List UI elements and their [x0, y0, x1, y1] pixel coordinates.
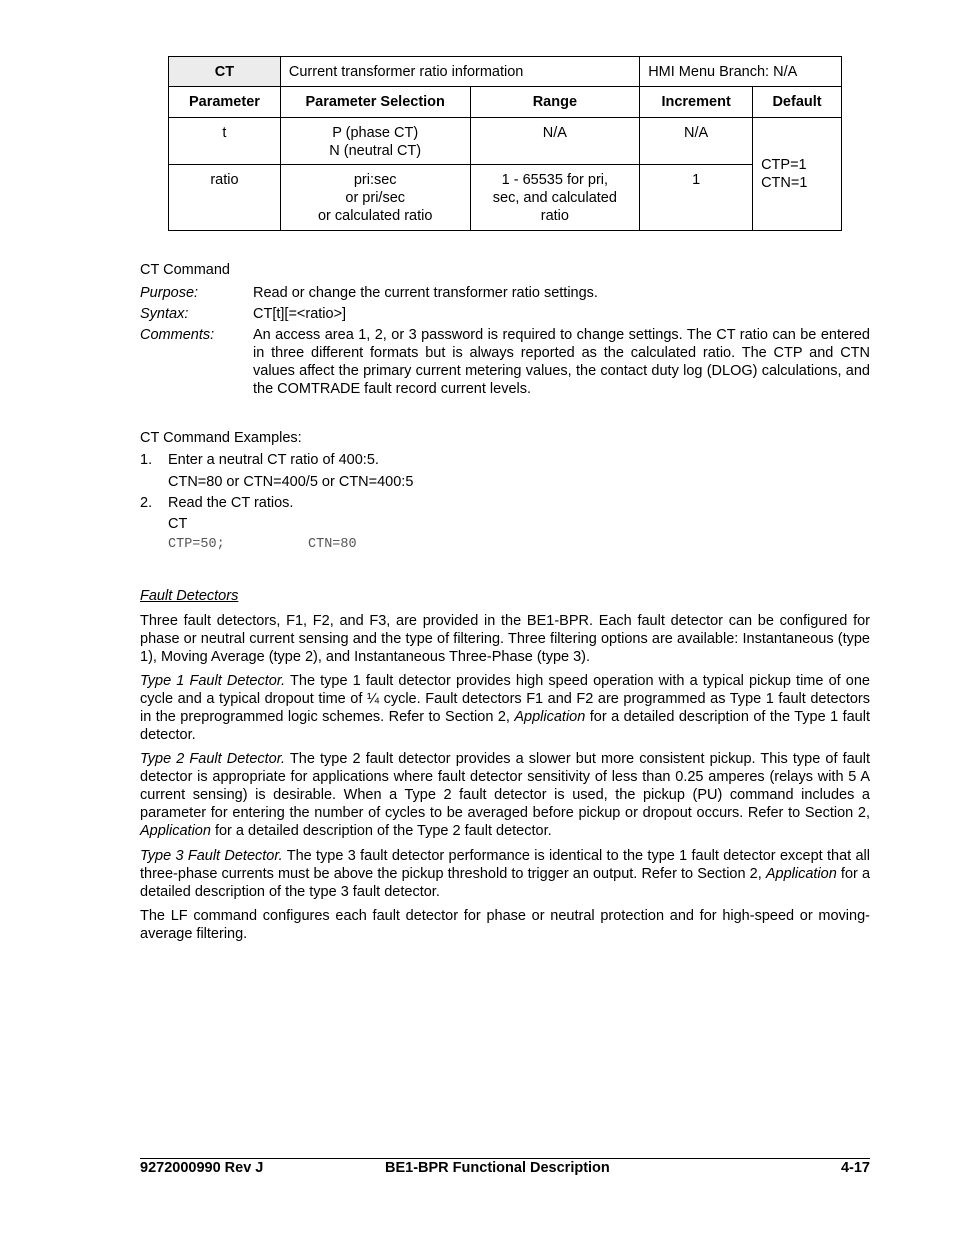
increment-cell: N/A: [640, 118, 753, 165]
table-row: [169, 165, 842, 231]
type2-label: Type 2 Fault Detector.: [140, 751, 286, 767]
type1-text-end: for a detailed description of the Type 1 fault detector.: [140, 709, 870, 743]
column-header: Increment: [640, 87, 753, 118]
syntax-text: CT[t][=<ratio>]: [253, 306, 347, 322]
response-ctp: CTP=50;: [168, 537, 225, 552]
selection-line: or calculated ratio: [317, 208, 433, 224]
example-number: 2.: [140, 495, 153, 511]
type2-paragraph: [140, 750, 870, 840]
type1-text: The type 1 fault detector provides high speed operation with a typical pickup time of one cycle and a typical dropout time of ¼ cycle. Fault detectors F1 and F2 are programmed as Type 1 fault detectors in the preprogrammed logic schemes. Refer to Section 2,: [140, 673, 870, 725]
parameter-cell: ratio: [169, 165, 281, 231]
lf-command-paragraph: The LF command configures each fault detector for phase or neutral protection and for high-speed or moving- average filtering.: [140, 908, 870, 942]
type1-paragraph: [140, 672, 870, 744]
selection-line: or pri/sec: [345, 190, 406, 206]
fault-detectors-heading: Fault Detectors: [140, 588, 239, 604]
default-line: CTP=1: [761, 157, 807, 173]
type3-text-end: for a detailed description of the type 3 fault detector.: [140, 866, 871, 900]
increment-cell: 1: [640, 165, 753, 231]
default-line: CTN=1: [761, 175, 808, 191]
purpose-label: Purpose:: [140, 285, 199, 301]
range-cell: [470, 165, 640, 231]
type2-application: Application: [140, 823, 211, 839]
range-line: sec, and calculated: [492, 190, 617, 206]
type3-text: The type 3 fault detector performance is identical to the type 1 fault detector except that all three-phase currents must be above the pickup threshold to trigger an output. Refer to Section 2,: [140, 848, 870, 882]
type2-text: The type 2 fault detector provides a slower but more consistent pickup. This type of fault detector is appropriate for applications where fault detector sensitivity of less than 0.25 amperes (relays with 5 A current sensing) is desirable. When a Type 2 fault detector is used, the pickup (PU) command includes a parameter for entering the number of cycles to be averaged before pickup or dropout occurs. Refer to Section 2,: [140, 751, 870, 821]
column-header: Default: [753, 87, 842, 118]
selection-line: P (phase CT): [332, 125, 419, 141]
type3-application: Application: [765, 866, 837, 882]
table-hmi-branch: HMI Menu Branch: N/A: [640, 57, 842, 87]
example-command: CTN=80 or CTN=400/5 or CTN=400:5: [168, 474, 414, 490]
table-title-row: [169, 57, 842, 87]
example-text: Enter a neutral CT ratio of 400:5.: [168, 452, 379, 468]
example-number: 1.: [140, 452, 153, 468]
example-text: Read the CT ratios.: [168, 495, 294, 511]
default-cell: [753, 118, 842, 231]
table-header-row: [169, 87, 842, 118]
footer-page-number: 4-17: [840, 1160, 870, 1176]
type2-text-end: for a detailed description of the Type 2 fault detector.: [210, 823, 552, 839]
comments-label: Comments:: [140, 327, 215, 343]
selection-line: pri:sec: [353, 172, 397, 188]
type3-label: Type 3 Fault Detector.: [140, 848, 283, 864]
examples-heading: CT Command Examples:: [140, 430, 302, 446]
column-header: Range: [470, 87, 640, 118]
table-row: [169, 118, 842, 165]
selection-cell: [280, 118, 470, 165]
column-header: Parameter: [169, 87, 281, 118]
range-line: 1 - 65535 for pri,: [501, 172, 609, 188]
ct-parameter-table: [168, 56, 842, 231]
selection-line: N (neutral CT): [329, 143, 422, 159]
parameter-cell: t: [169, 118, 281, 165]
footer-divider: [140, 1158, 870, 1159]
range-line: ratio: [540, 208, 569, 224]
response-ctn: CTN=80: [308, 537, 357, 552]
selection-cell: [280, 165, 470, 231]
example-command: CT: [168, 516, 188, 532]
purpose-text: Read or change the current transformer ratio settings.: [253, 285, 598, 301]
type1-label: Type 1 Fault Detector.: [140, 673, 286, 689]
range-cell: N/A: [470, 118, 640, 165]
column-header: Parameter Selection: [280, 87, 470, 118]
type3-paragraph: [140, 847, 870, 901]
footer-doc-number: 9272000990 Rev J: [140, 1160, 264, 1176]
syntax-label: Syntax:: [140, 306, 189, 322]
footer-doc-title: BE1-BPR Functional Description: [385, 1160, 610, 1176]
type1-application: Application: [514, 709, 586, 725]
fault-intro-paragraph: Three fault detectors, F1, F2, and F3, are provided in the BE1-BPR. Each fault detector can be configured for phase or neutral current sensing and the type of filtering. Three filtering options are available: Instantaneous (type 1), Moving Average (type 2), and Instantaneous Three-Phase (type 3).: [140, 613, 870, 665]
ct-command-heading: CT Command: [140, 262, 230, 278]
table-title-description: Current transformer ratio information: [280, 57, 639, 87]
table-title-cell: CT: [169, 57, 281, 87]
comments-text: An access area 1, 2, or 3 password is required to change settings. The CT ratio can be entered in three different formats but is always reported as the calculated ratio. The CTP and CTN values affect the primary current metering values, the contact duty log (DLOG) calculations, and the COMTRADE fault record current levels.: [253, 327, 870, 397]
